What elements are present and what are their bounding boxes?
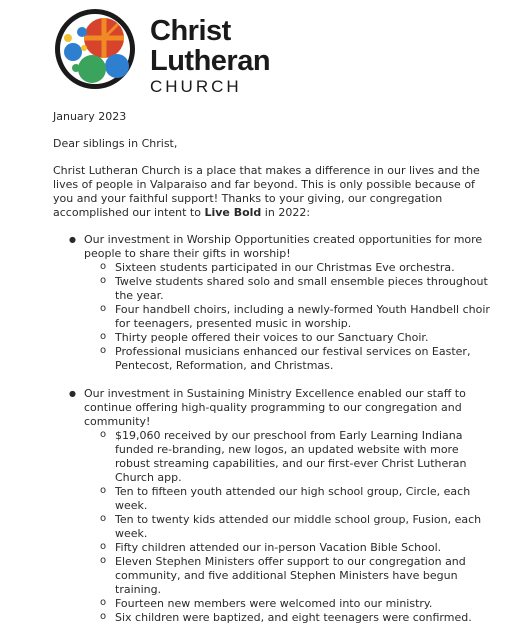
letter-body bbox=[53, 110, 493, 639]
list-item: o Ten to twenty kids attended our middle school group, Fusion, each week. bbox=[115, 513, 493, 541]
intro-text: Christ Lutheran Church is a place that makes a difference in our lives and the lives of people in Valparaiso and far beyond. This is only possible because of you and your faithful support! Thanks to your giving, our congregation accomplished our intent to bbox=[53, 164, 480, 219]
church-logo bbox=[54, 8, 136, 90]
letterhead bbox=[54, 8, 474, 100]
accomplishments-list bbox=[53, 233, 493, 625]
church-name-line3: CHURCH bbox=[150, 77, 242, 96]
intro-paragraph bbox=[53, 164, 493, 220]
list-item: o Thirty people offered their voices to our Sanctuary Choir. bbox=[115, 331, 493, 345]
list-item: o Ten to fifteen youth attended our high school group, Circle, each week. bbox=[115, 485, 493, 513]
list-item: o Fifty children attended our in-person Vacation Bible School. bbox=[115, 541, 493, 555]
letter-date: January 2023 bbox=[53, 110, 127, 123]
section-worship bbox=[84, 233, 493, 373]
section-ministry bbox=[84, 387, 493, 625]
list-item: o $19,060 received by our preschool from Early Learning Indiana funded re-branding, new logos, an updated website with more robust streaming capabilities, and our first-ever Christ Lutheran Church app. bbox=[115, 429, 493, 485]
live-bold-emphasis: Live Bold bbox=[204, 206, 262, 219]
list-item: o Twelve students shared solo and small ensemble pieces throughout the year. bbox=[115, 275, 493, 303]
list-item: o Eleven Stephen Ministers offer support to our congregation and community, and five additional Stephen Ministers have begun training. bbox=[115, 555, 493, 597]
list-item: o Sixteen students participated in our Christmas Eve orchestra. bbox=[115, 261, 493, 275]
letter-greeting: Dear siblings in Christ, bbox=[53, 137, 178, 150]
church-name bbox=[150, 16, 270, 98]
worship-items bbox=[84, 261, 493, 373]
list-item: o Fourteen new members were welcomed into our ministry. bbox=[115, 597, 493, 611]
section-text: Our investment in Sustaining Ministry Excellence enabled our staff to continue offering high-quality programming to our congregation and community! bbox=[84, 387, 466, 428]
intro-text-end: in 2022: bbox=[261, 206, 311, 219]
list-item: o Four handbell choirs, including a newly-formed Youth Handbell choir for teenagers, presented music in worship. bbox=[115, 303, 493, 331]
church-name-line1: Christ bbox=[150, 15, 231, 47]
section-text: Our investment in Worship Opportunities created opportunities for more people to share their gifts in worship! bbox=[84, 233, 483, 260]
ministry-items bbox=[84, 429, 493, 625]
list-item: o Professional musicians enhanced our festival services on Easter, Pentecost, Reformation, and Christmas. bbox=[115, 345, 493, 373]
list-item: o Six children were baptized, and eight teenagers were confirmed. bbox=[115, 611, 493, 625]
church-name-line2: Lutheran bbox=[150, 45, 271, 77]
